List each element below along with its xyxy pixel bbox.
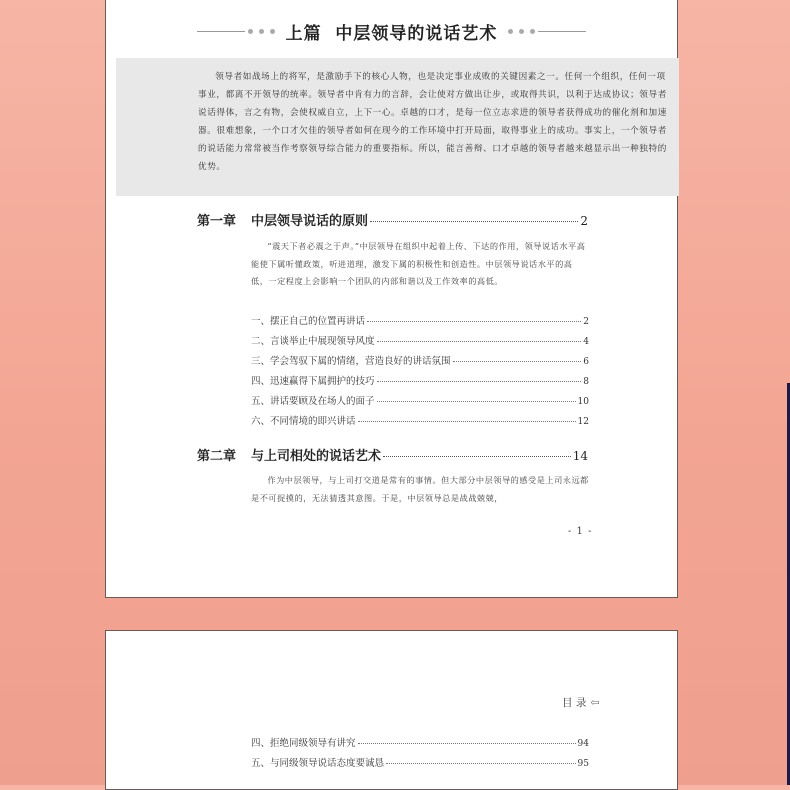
dot-leader [370,221,578,222]
part-title-header [106,19,677,44]
dot-leader [358,743,576,744]
dot-leader [377,341,582,342]
part-title: 上篇 中层领导的说话艺术 [285,24,498,44]
toc-chapter-1[interactable] [197,210,588,229]
section-page: 8 [583,377,589,387]
title-ornament-right [505,29,586,34]
toc-section-item[interactable] [251,735,589,755]
toc-section-item[interactable] [251,413,589,433]
part-intro-box [116,58,679,196]
chapter-title: 中层领导说话的原则 [251,214,369,229]
section-page: 6 [583,357,589,367]
dot-leader [386,763,576,764]
section-page: 2 [583,317,589,327]
toc-section-item[interactable] [251,755,589,775]
toc-section-item[interactable] [251,373,589,393]
section-title: 一、摆正自己的位置再讲话 [251,316,366,327]
chapter-number: 第一章 [197,214,237,229]
back-arrow-icon: ⇦ [590,696,600,709]
dot-leader [453,361,582,362]
chapter-description: “震天下者必震之于声。”中层领导在组织中起着上传、下达的作用，领导说话水平高能使下属听懂政策，听进道理，激发下属的积极性和创造性。中层领导说话水平的高低，一定程度上会影响一个团队的内部和谐以及工作效率的高低。 [251,241,586,286]
title-ornament-left [197,29,278,34]
dot-leader [358,421,576,422]
section-title: 三、学会驾驭下属的情绪，营造良好的讲话氛围 [251,356,451,367]
dot-leader [383,456,571,457]
section-title: 二、言谈举止中展现领导风度 [251,336,375,347]
document-page-2 [105,630,678,790]
toc-back-label: 目 录 [562,697,587,709]
section-title: 五、讲话要顾及在场人的面子 [251,396,375,407]
section-page: 94 [577,739,589,749]
page-number: - 1 - [568,526,593,537]
section-title: 四、拒绝同级领导有讲究 [251,738,356,749]
section-page: 12 [577,417,589,427]
toc-section-item[interactable] [251,333,589,353]
section-title: 六、不同情境的即兴讲话 [251,416,356,427]
section-page: 4 [583,337,589,347]
dot-leader [377,401,576,402]
chapter-page: 14 [572,449,588,463]
chapter-description: 作为中层领导，与上司打交道是常有的事情。但大部分中层领导的感受是上司永远都是不可捉摸的，无法猜透其意图。于是，中层领导总是战战兢兢， [251,475,589,503]
section-page: 95 [577,759,589,769]
part-intro-text: 领导者如战场上的将军，是激励手下的核心人物，也是决定事业成败的关键因素之一。任何一个组织，任何一项事业，都离不开领导的统率。领导者中肯有力的言辞，会让使对方做出让步，或取得共识，以利于达成协议；领导者说话得体，言之有物，会使权威自立，上下一心。卓越的口才，是每一位立志求进的领导者获得成功的催化剂和加速器。很难想象，一个口才欠佳的领导者如何在现今的工作环境中打开局面，取得事业上的成功。事实上，一个领导者的说话能力常常被当作考察领导综合能力的重要指标。所以，能言善辩、口才卓越的领导者越来越显示出一种独特的优势。 [198,72,667,172]
dot-leader [377,381,582,382]
dot-leader [367,321,581,322]
document-page-1 [105,0,678,598]
toc-section-item[interactable] [251,313,589,333]
chapter-page: 2 [580,214,588,228]
toc-section-list [251,313,589,433]
toc-section-list [251,735,589,775]
section-title: 五、与同级领导说话态度要诚恳 [251,758,385,769]
toc-chapter-2[interactable] [197,445,588,464]
back-to-toc-link[interactable] [562,695,600,710]
toc-section-item[interactable] [251,353,589,373]
section-title: 四、迅速赢得下属拥护的技巧 [251,376,375,387]
chapter-number: 第二章 [197,449,237,464]
toc-section-item[interactable] [251,393,589,413]
section-page: 10 [577,397,589,407]
chapter-title: 与上司相处的说话艺术 [251,449,382,464]
